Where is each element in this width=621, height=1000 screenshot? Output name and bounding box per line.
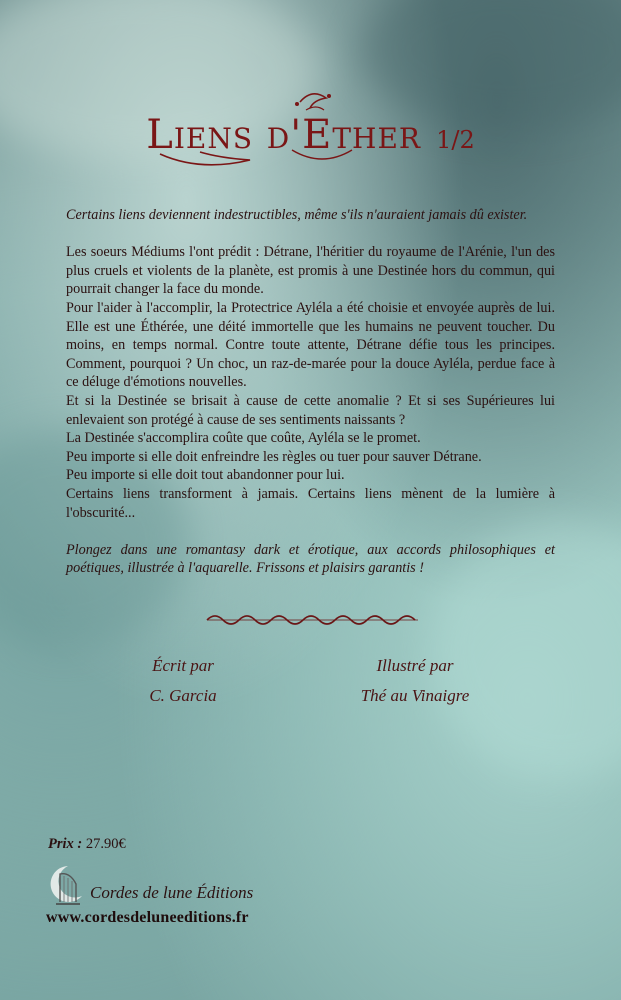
price-value: 27.90€ <box>85 836 126 852</box>
blurb-paragraph: Peu importe si elle doit tout abandonner pour lui. <box>66 467 345 484</box>
blurb-paragraph: Certains liens transforment à jamais. Certains liens mènent de la lumière à l'obscurité... <box>66 485 555 521</box>
blurb-paragraph: Peu importe si elle doit enfreindre les règles ou tuer pour sauver Détrane. <box>66 448 482 465</box>
publisher-logo <box>46 862 326 910</box>
writer-name: C. Garcia <box>149 686 217 705</box>
blurb-paragraph: Pour l'aider à l'accomplir, la Protectrice Ayléla a été choisie et envoyée auprès de lui. Elle est une Éthérée, une déité immortelle que les humains ne peuvent toucher. Du moins, en temps normal. Contre toute attente, Détrane défie tous les principes. Comment, pourquoi ? Un choc, un raz-de-marée pour la douce Ayléla, perdue face à ce déluge d'émotions nouvelles. <box>66 299 555 391</box>
closing-pitch: Plongez dans une romantasy dark et érotique, aux accords philosophiques et poétiques, illustrée à l'aquarelle. Frissons et plaisirs garantis ! <box>66 541 555 577</box>
writer-credit <box>118 656 248 706</box>
blurb-paragraph: Et si la Destinée se brisait à cause de cette anomalie ? Et si ses Supérieures lui enlevaient son protégé à cause de ses sentiments naissants ? <box>66 392 555 428</box>
blurb-paragraph: La Destinée s'accomplira coûte que coûte, Ayléla se le promet. <box>66 430 421 447</box>
price <box>48 836 126 853</box>
blurb-paragraph: Les soeurs Médiums l'ont prédit : Détrane, l'héritier du royaume de l'Arénie, l'un des plus cruels et violents de la planète, est promis à une Destinée hors du commun, qui pourrait changer la face du monde. <box>66 244 555 298</box>
publisher-url: www.cordesdeluneeditions.fr <box>46 909 249 926</box>
tagline: Certains liens deviennent indestructibles, même s'ils n'auraient jamais dû exister. <box>66 207 528 223</box>
publisher-name: Cordes de lune Éditions <box>90 883 254 902</box>
price-label: Prix : <box>48 836 83 852</box>
illustrator-role: Illustré par <box>376 656 454 675</box>
back-cover-blurb <box>66 206 555 578</box>
harp-moon-logo-icon <box>46 862 90 910</box>
book-title <box>0 88 621 178</box>
illustrator-credit <box>330 656 500 706</box>
title-text: Liens d'Ether <box>146 112 421 158</box>
illustrator-name: Thé au Vinaigre <box>360 686 470 705</box>
volume-number: 1/2 <box>436 126 475 154</box>
writer-role: Écrit par <box>152 656 214 675</box>
wave-divider-icon <box>205 610 420 630</box>
